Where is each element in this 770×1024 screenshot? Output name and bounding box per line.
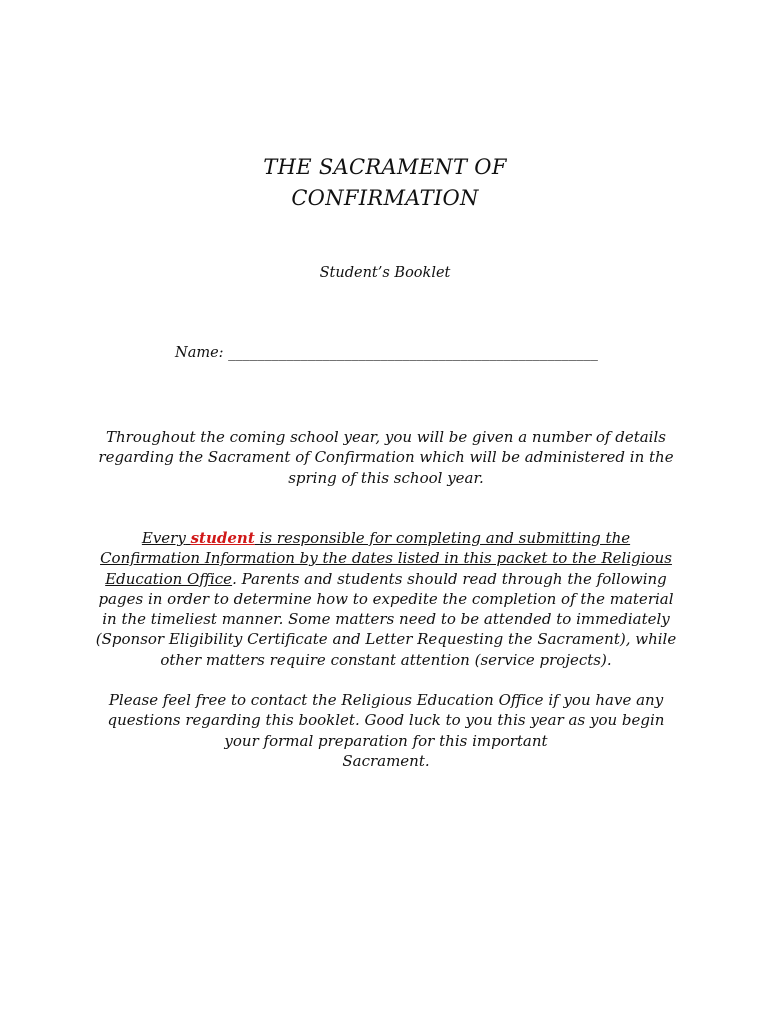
responsibility-line-1 (90, 528, 682, 548)
name-field (175, 345, 598, 361)
responsibility-line-4: pages in order to determine how to expedite the completion of the material (98, 589, 674, 608)
responsibility-line-2: Confirmation Information by the dates listed in this packet to the Religious (100, 549, 672, 568)
intro-line-2: regarding the Sacrament of Confirmation which will be administered in the (98, 448, 674, 467)
responsibility-line-5: in the timeliest manner. Some matters need to be attended to immediately (102, 610, 670, 629)
name-blank: ___________________________________________________ (228, 345, 598, 361)
responsibility-paragraph (90, 528, 682, 670)
contact-line-2: questions regarding this booklet. Good luck to you this year as you begin (107, 711, 665, 730)
responsibility-line-3 (90, 569, 682, 589)
intro-paragraph (90, 427, 682, 488)
education-office-underlined: Education Office (105, 569, 233, 588)
name-label: Name: (175, 345, 224, 361)
title-line-1: THE SACRAMENT OF (263, 155, 507, 179)
document-subtitle: Student’s Booklet (319, 265, 451, 281)
student-emphasis: student (190, 529, 255, 547)
responsibility-line-3-rest: . Parents and students should read through the following (232, 569, 667, 588)
contact-paragraph (90, 690, 682, 771)
every-word: Every (141, 529, 186, 547)
contact-line-3: your formal preparation for this important (224, 731, 548, 750)
intro-line-3: spring of this school year. (288, 468, 484, 487)
contact-line-1: Please feel free to contact the Religious Education Office if you have any (108, 691, 664, 709)
responsibility-line-6: (Sponsor Eligibility Certificate and Letter Requesting the Sacrament), while (95, 630, 677, 649)
responsibility-line-1-rest: is responsible for completing and submitting the (259, 529, 631, 547)
intro-line-1: Throughout the coming school year, you will be given a number of details (106, 428, 666, 446)
document-title (0, 152, 770, 214)
responsibility-line-7: other matters require constant attention (service projects). (160, 650, 612, 669)
title-line-2: CONFIRMATION (291, 186, 479, 210)
contact-line-4: Sacrament. (342, 751, 430, 770)
